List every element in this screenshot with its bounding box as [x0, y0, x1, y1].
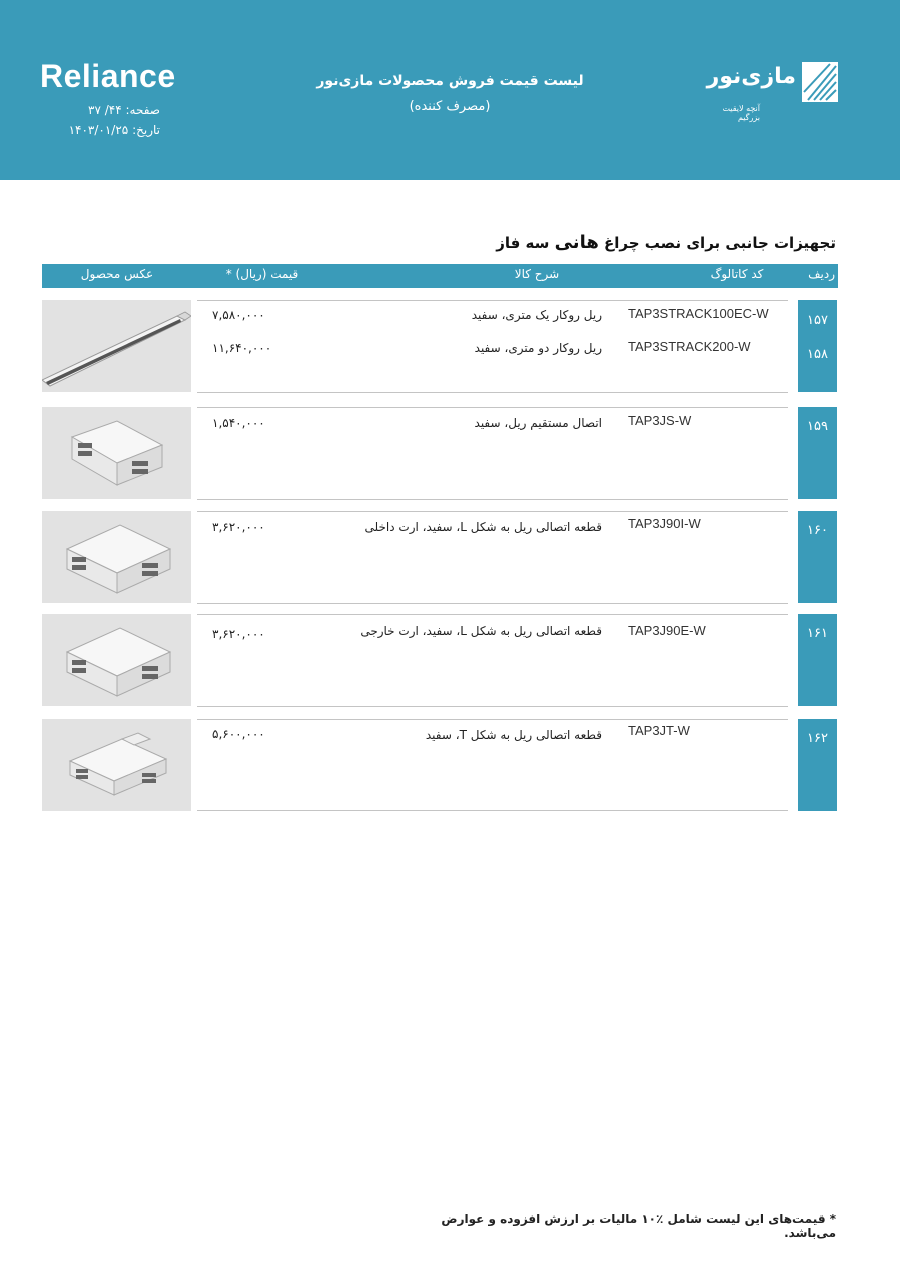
company-logo [700, 60, 840, 126]
item-description: قطعه اتصالی ریل به شکل T، سفید [425, 728, 602, 742]
row-divider [197, 499, 788, 500]
row-divider [197, 614, 788, 615]
logo-wordmark: مازی‌نور [706, 64, 796, 89]
row-number: ۱۵۸ [807, 347, 828, 362]
t-connector-icon [42, 719, 191, 811]
item-price: ۵,۶۰۰,۰۰۰ [212, 727, 265, 741]
item-description: ریل روکار دو متری، سفید [474, 341, 602, 355]
item-description: ریل روکار یک متری، سفید [471, 308, 602, 322]
row-number-cell [798, 407, 837, 499]
date-label: تاریخ: [132, 123, 160, 137]
row-number-cell [798, 719, 837, 811]
page-header [0, 0, 900, 180]
col-price: قیمت (ریال) * [225, 267, 299, 281]
col-row-number: ردیف [808, 267, 835, 281]
item-price: ۱,۵۴۰,۰۰۰ [212, 416, 265, 430]
l-connector-icon [42, 511, 191, 603]
row-divider [197, 300, 788, 301]
item-price: ۱۱,۶۴۰,۰۰۰ [212, 341, 272, 355]
item-price: ۳,۶۲۰,۰۰۰ [212, 627, 265, 641]
logo-tagline: آنچه لایقیت بزرگیم [722, 104, 760, 122]
row-number-cell [798, 614, 837, 706]
price-list-title: لیست قیمت فروش محصولات مازی‌نور [316, 73, 584, 89]
row-divider [197, 603, 788, 604]
page-meta [40, 100, 160, 140]
page-number [40, 100, 160, 120]
logo-mark-icon [802, 62, 838, 102]
col-description: شرح کالا [514, 267, 560, 281]
catalog-code: TAP3J90I-W [628, 516, 701, 531]
row-number: ۱۶۲ [807, 731, 828, 746]
product-image-straight-connector [42, 407, 191, 499]
print-date [40, 120, 160, 140]
col-catalog-code: کد کاتالوگ [710, 267, 764, 281]
catalog-code: TAP3JT-W [628, 723, 690, 738]
item-price: ۳,۶۲۰,۰۰۰ [212, 520, 265, 534]
section-title [400, 232, 836, 253]
row-divider [197, 706, 788, 707]
section-title-after: سه فاز [496, 234, 550, 252]
l-connector-external-icon [42, 614, 191, 706]
row-number: ۱۶۱ [807, 626, 828, 641]
catalog-code: TAP3JS-W [628, 413, 692, 428]
row-number: ۱۵۷ [807, 313, 828, 328]
item-description: قطعه اتصالی ریل به شکل L، سفید، ارت خارجی [360, 624, 602, 638]
rail-icon [42, 300, 191, 392]
catalog-code: TAP3STRACK200-W [628, 339, 751, 354]
row-number: ۱۵۹ [807, 419, 828, 434]
page-value: ۴۴/ ۳۷ [88, 103, 122, 117]
brand-name: Reliance [40, 58, 176, 94]
vat-footnote: * قیمت‌های این لیست شامل ٪۱۰ مالیات بر ارزش افزوده و عوارض می‌باشد. [441, 1212, 836, 1240]
section-title-before: تجهیزات جانبی برای نصب چراغ [604, 234, 836, 252]
page-label: صفحه: [125, 103, 160, 117]
date-value: ۱۴۰۳/۰۱/۲۵ [68, 123, 129, 137]
price-list-subtitle: (مصرف کننده) [409, 99, 491, 114]
catalog-code: TAP3STRACK100EC-W [628, 306, 769, 321]
table-header [42, 264, 838, 288]
row-number-cell [798, 511, 837, 603]
catalog-code: TAP3J90E-W [628, 623, 706, 638]
product-image-l-connector-external [42, 614, 191, 706]
product-image-t-connector [42, 719, 191, 811]
row-divider [197, 407, 788, 408]
row-divider [197, 810, 788, 811]
col-product-image: عکس محصول [80, 267, 154, 281]
item-price: ۷,۵۸۰,۰۰۰ [212, 308, 265, 322]
row-divider [197, 719, 788, 720]
straight-connector-icon [42, 407, 191, 499]
row-divider [197, 392, 788, 393]
row-divider [197, 511, 788, 512]
product-image-l-connector-internal [42, 511, 191, 603]
section-title-accent: هانی [554, 232, 599, 253]
item-description: اتصال مستقیم ریل، سفید [474, 416, 602, 430]
item-description: قطعه اتصالی ریل به شکل L، سفید، ارت داخلی [364, 520, 602, 534]
row-number: ۱۶۰ [807, 523, 828, 538]
row-number-cell [798, 300, 837, 392]
product-image-rail [42, 300, 191, 392]
document-title [300, 70, 600, 118]
